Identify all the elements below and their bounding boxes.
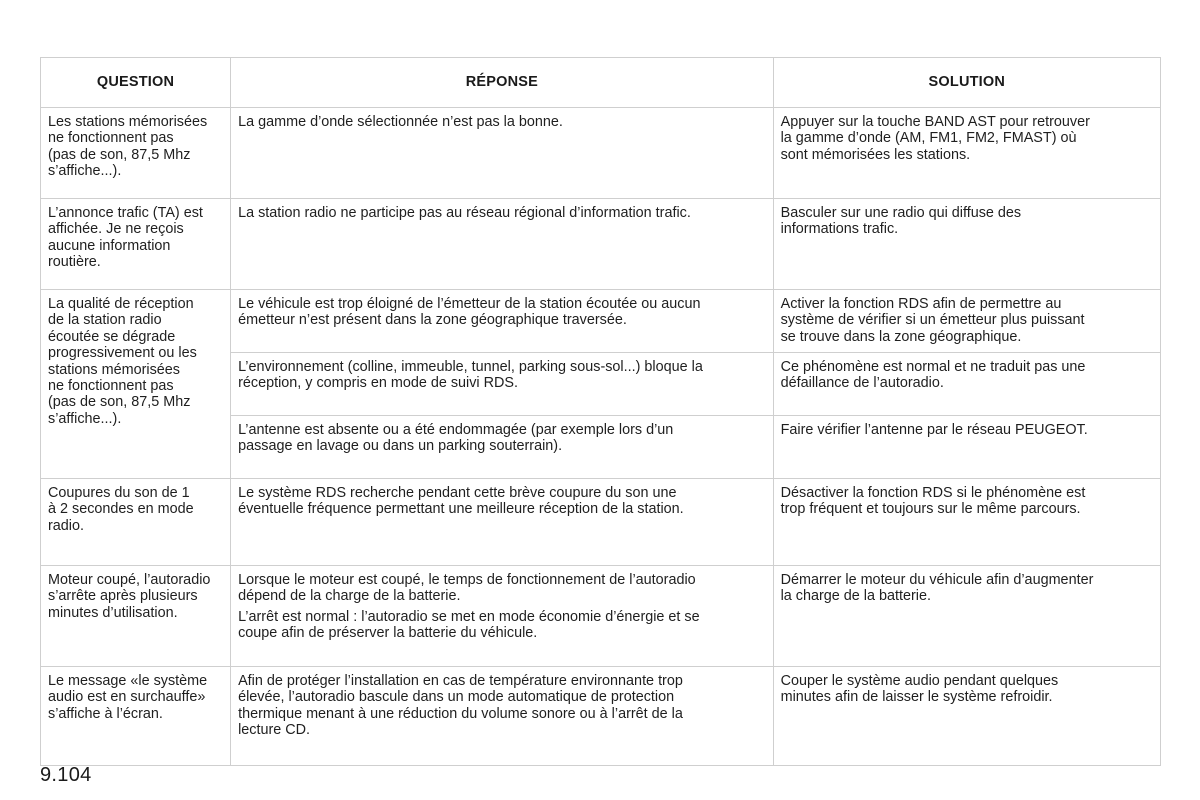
reponse-cell (231, 108, 774, 199)
table-header-row (41, 58, 1161, 108)
question-text: Les stations mémorisées ne fonctionnent pas (pas de son, 87,5 Mhz s’affiche...). (48, 114, 208, 180)
header-solution: SOLUTION (773, 58, 1160, 108)
table-row (41, 667, 1161, 766)
solution-cell (773, 667, 1160, 766)
question-text: Coupures du son de 1 à 2 secondes en mode radio. (48, 485, 194, 534)
reponse-cell (231, 566, 774, 667)
solution-text: Ce phénomène est normal et ne traduit pas une défaillance de l’autoradio. (780, 359, 1086, 392)
reponse-text: La gamme d’onde sélectionnée n’est pas la bonne. (238, 114, 563, 130)
reponse-text: L’antenne est absente ou a été endommagée (par exemple lors d’un passage en lavage ou dans un parking souterrain). (238, 422, 674, 455)
question-cell (41, 199, 231, 290)
solution-text: Faire vérifier l’antenne par le réseau PEUGEOT. (780, 422, 1088, 438)
solution-text: Activer la fonction RDS afin de permettre au système de vérifier si un émetteur plus puissant se trouve dans la zone géographique. (780, 296, 1085, 345)
page-number: 9.104 (40, 764, 92, 786)
question-text: Le message «le système audio est en surchauffe» s’affiche à l’écran. (48, 673, 208, 722)
reponse-text: Afin de protéger l’installation en cas de température environnante trop élevée, l’autoradio bascule dans un mode automatique de protection thermique menant à une réduction du volume sonore ou à l’arrêt de la lecture CD. (238, 673, 683, 739)
question-cell (41, 290, 231, 479)
question-cell (41, 108, 231, 199)
solution-text: Désactiver la fonction RDS si le phénomène est trop fréquent et toujours sur le même parcours. (780, 485, 1086, 518)
table-row (41, 479, 1161, 566)
header-question: QUESTION (41, 58, 231, 108)
reponse-text: La station radio ne participe pas au réseau régional d’information trafic. (238, 205, 691, 221)
question-cell (41, 566, 231, 667)
reponse-text-paragraph-1: Lorsque le moteur est coupé, le temps de fonctionnement de l’autoradio dépend de la charge de la batterie. (238, 572, 696, 605)
solution-cell (773, 290, 1160, 353)
reponse-text-paragraph-2: L’arrêt est normal : l’autoradio se met en mode économie d’énergie et se coupe afin de préserver la batterie du véhicule. (238, 608, 700, 642)
reponse-text: Le système RDS recherche pendant cette brève coupure du son une éventuelle fréquence permettant une meilleure réception de la station. (238, 485, 684, 518)
reponse-cell (231, 353, 774, 416)
question-cell (41, 667, 231, 766)
troubleshooting-table (40, 57, 1161, 766)
solution-cell (773, 108, 1160, 199)
question-text: L’annonce trafic (TA) est affichée. Je ne reçois aucune information routière. (48, 205, 203, 271)
table-row (41, 290, 1161, 353)
solution-cell (773, 566, 1160, 667)
question-text: La qualité de réception de la station radio écoutée se dégrade progressivement ou les stations mémorisées ne fonctionnent pas (pas de son, 87,5 Mhz s’affiche...). (48, 296, 197, 427)
header-reponse: RÉPONSE (231, 58, 774, 108)
solution-text: Basculer sur une radio qui diffuse des informations trafic. (780, 205, 1022, 238)
reponse-text: Le véhicule est trop éloigné de l’émetteur de la station écoutée ou aucun émetteur n’est présent dans la zone géographique traversée. (238, 296, 701, 329)
solution-cell (773, 479, 1160, 566)
table-row (41, 566, 1161, 667)
solution-text: Couper le système audio pendant quelques minutes afin de laisser le système refroidir. (780, 673, 1059, 706)
reponse-cell (231, 199, 774, 290)
solution-text: Démarrer le moteur du véhicule afin d’augmenter la charge de la batterie. (780, 572, 1094, 605)
solution-cell (773, 199, 1160, 290)
reponse-cell (231, 290, 774, 353)
reponse-cell (231, 479, 774, 566)
table-row (41, 108, 1161, 199)
table-row (41, 199, 1161, 290)
solution-cell (773, 353, 1160, 416)
solution-cell (773, 416, 1160, 479)
question-text: Moteur coupé, l’autoradio s’arrête après plusieurs minutes d’utilisation. (48, 572, 211, 621)
reponse-cell (231, 667, 774, 766)
reponse-cell (231, 416, 774, 479)
solution-text: Appuyer sur la touche BAND AST pour retrouver la gamme d’onde (AM, FM1, FM2, FMAST) où sont mémorisées les stations. (780, 114, 1090, 163)
question-cell (41, 479, 231, 566)
reponse-text: L’environnement (colline, immeuble, tunnel, parking sous-sol...) bloque la réception, y compris en mode de suivi RDS. (238, 359, 703, 392)
